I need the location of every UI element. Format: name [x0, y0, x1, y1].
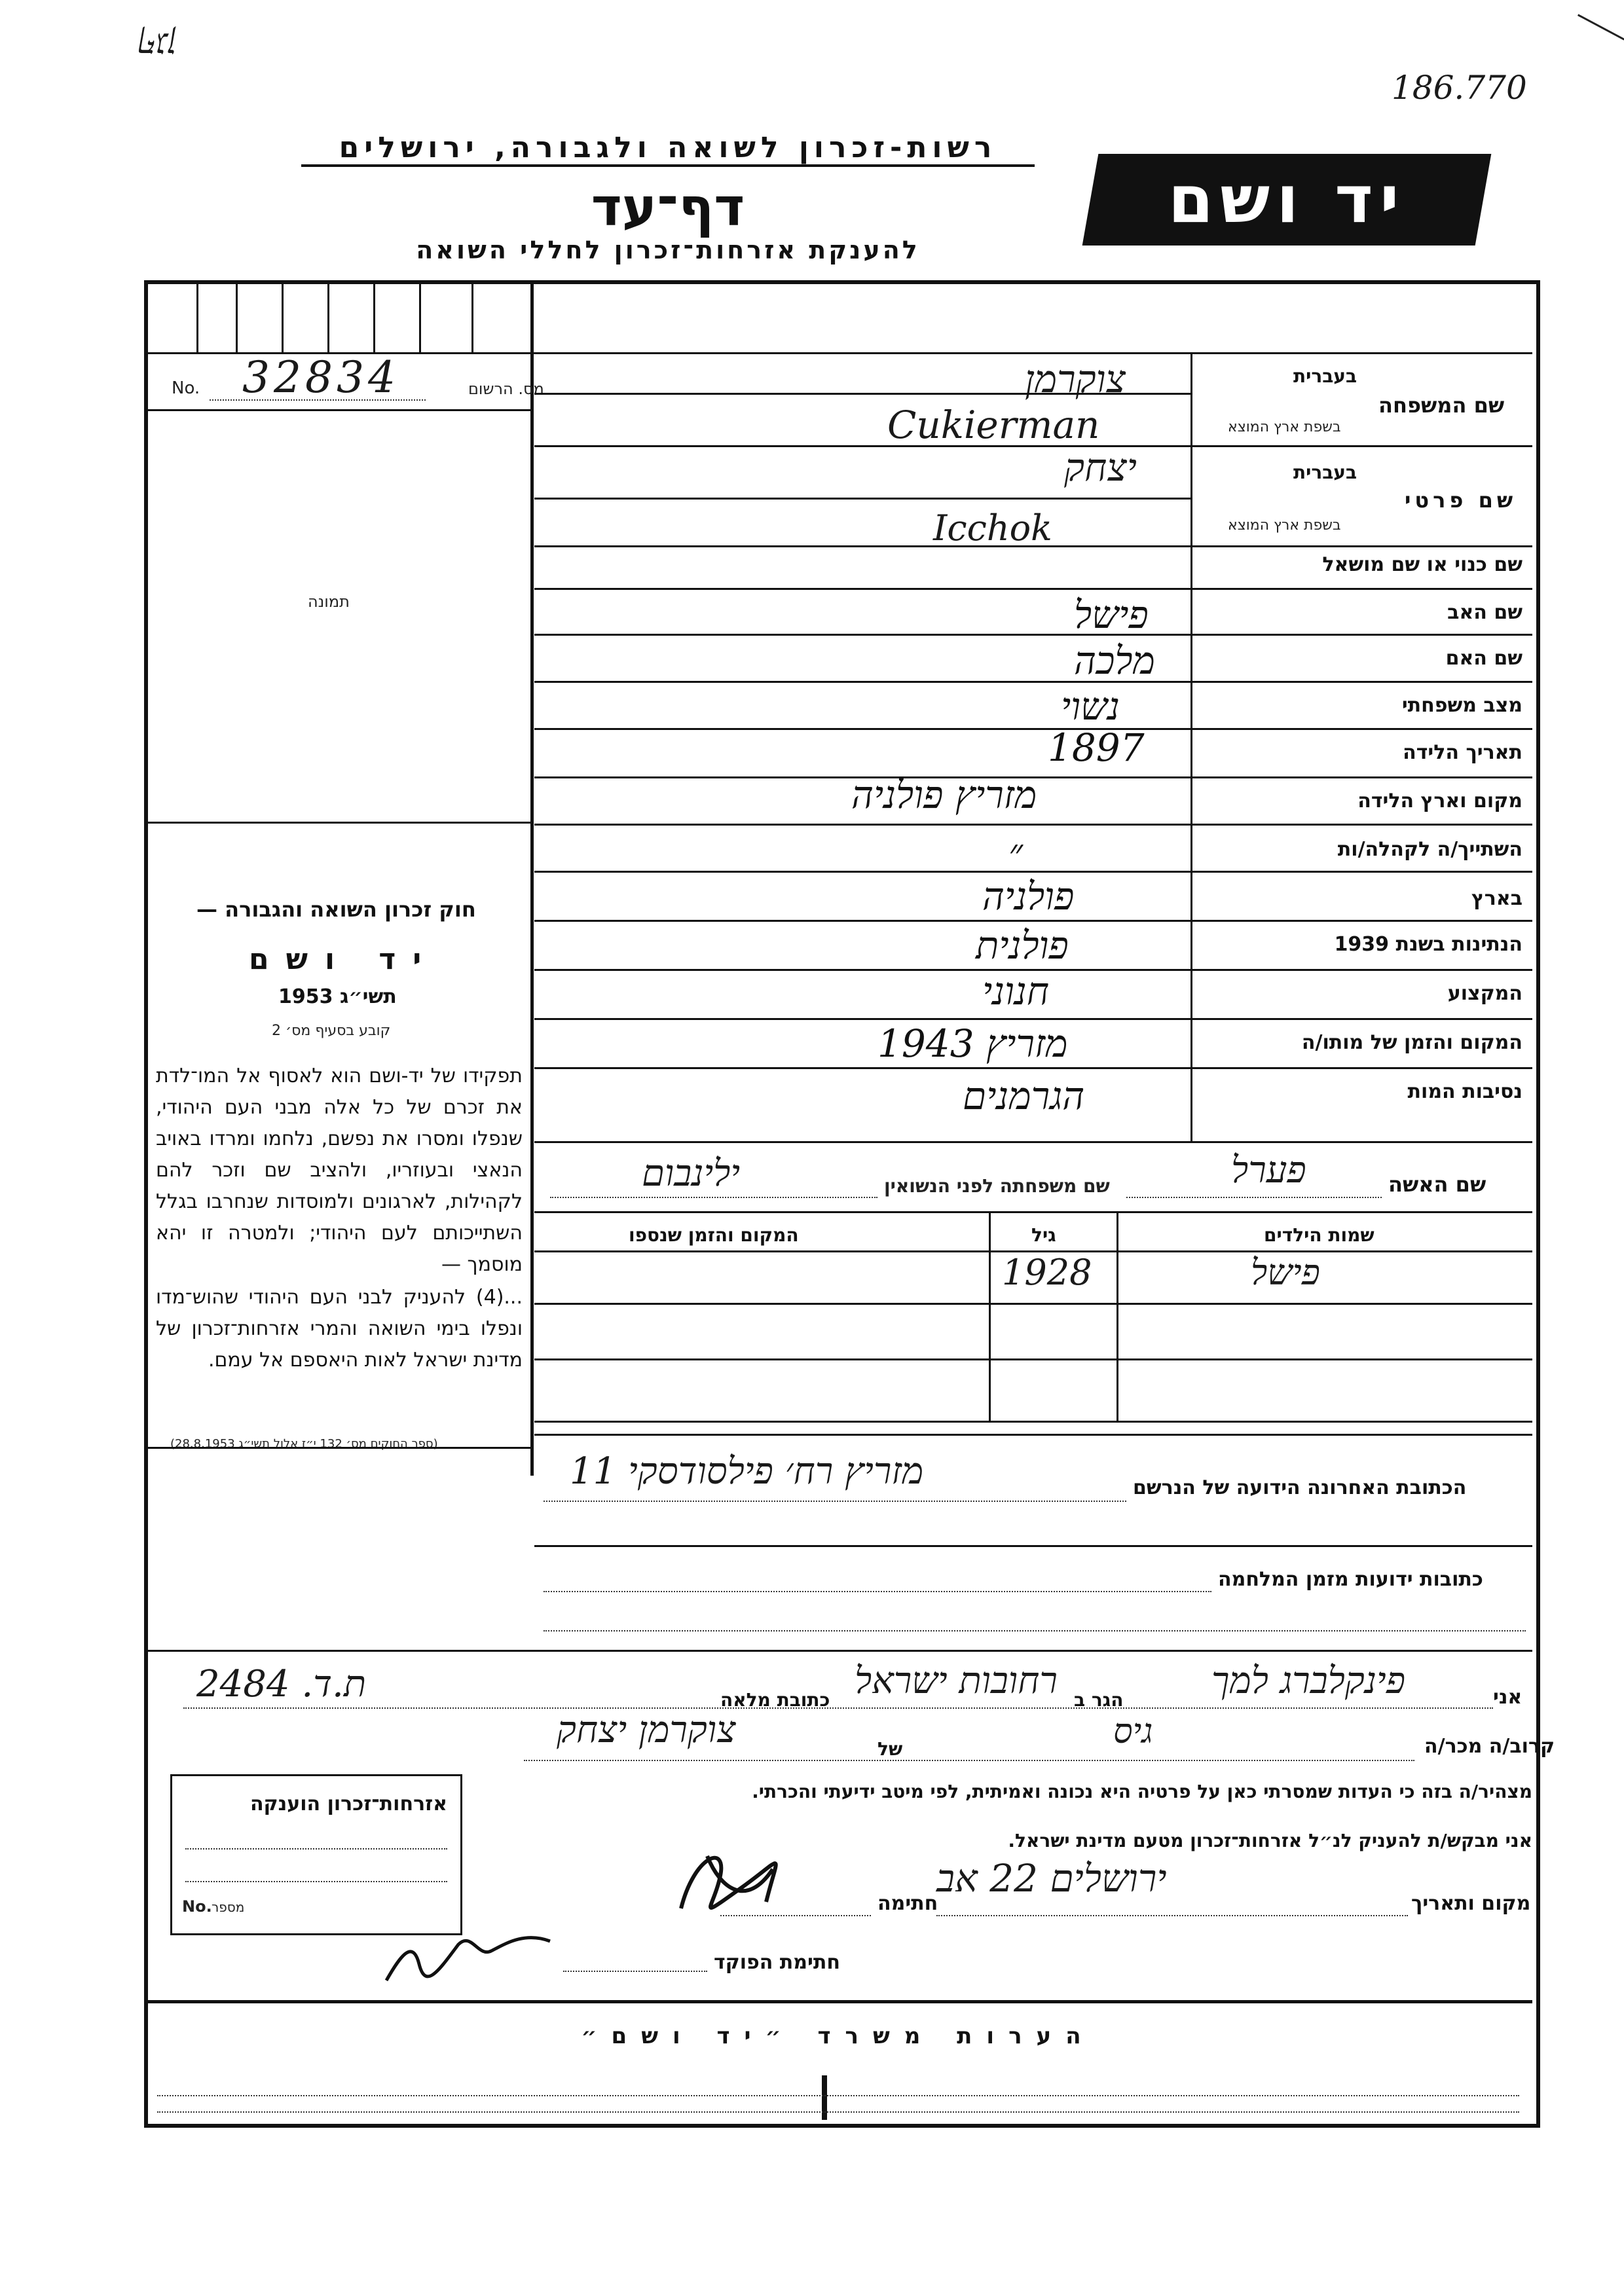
- line: [534, 1067, 1532, 1069]
- law-year: תשי״ג 1953: [278, 985, 397, 1008]
- corner-stroke: [1578, 14, 1624, 40]
- line: [534, 920, 1532, 922]
- declarant-i-label: אני: [1493, 1686, 1522, 1709]
- child-1-age[interactable]: 1928: [1002, 1252, 1092, 1293]
- declarant-fulladdr-label: כתובת מלאה: [720, 1689, 830, 1711]
- stub-divider: [236, 284, 238, 352]
- declarant-signature: [668, 1830, 792, 1928]
- line: [534, 1545, 1532, 1547]
- profession-value[interactable]: חנוני: [982, 969, 1050, 1013]
- wife-maiden-value[interactable]: ילינבום: [642, 1152, 741, 1195]
- field-label-divider: [1190, 352, 1192, 1141]
- surname-hebrew-value[interactable]: צוקרמן: [1025, 357, 1126, 401]
- law-text-2: ...(4) להעניק לבני העם היהודי שהוש־מדו ונפלו בימי השואה והמרי אזרחות־זכרון של מדינת ישראל לאות היאספם אל עמם.: [156, 1286, 523, 1372]
- declarant-relation-value[interactable]: גיס: [1113, 1712, 1153, 1751]
- mother-label: שם האם: [1445, 647, 1522, 670]
- law-title: חוק זכרון השואה והגבורה —: [196, 897, 476, 922]
- firstname-native-sublabel: בשפת ארץ המוצא: [1228, 517, 1341, 534]
- community-label: השתייך/ה לקהלה/ות: [1337, 838, 1522, 861]
- birthplace-value[interactable]: מזריץ פולניה: [851, 773, 1037, 817]
- line: [534, 871, 1532, 873]
- dots: [544, 1630, 1526, 1631]
- children-names-header: שמות הילדים: [1264, 1224, 1375, 1246]
- authority-title: רשות-זכרון לשואה ולגבורה, ירושלים: [301, 131, 1035, 167]
- registration-line: [148, 409, 530, 411]
- marital-value[interactable]: נשוי: [1061, 684, 1120, 729]
- line: [534, 1211, 1532, 1213]
- line: [534, 1421, 1532, 1423]
- line: [534, 728, 1532, 730]
- dots: [544, 1501, 1126, 1502]
- children-col-divider: [1116, 1211, 1118, 1421]
- stub-divider: [196, 284, 198, 352]
- dots: [185, 1848, 447, 1850]
- death-place-value[interactable]: מזריץ 1943: [877, 1021, 1068, 1066]
- marital-label: מצב משפחתי: [1401, 694, 1522, 717]
- registration-label: מס. הרשום: [468, 380, 544, 398]
- dots: [563, 1971, 707, 1972]
- declarant-fulladdr-value[interactable]: ת.ד. 2484: [196, 1663, 366, 1705]
- declarant-relation-label: קרוב/ה מכר/ה: [1424, 1735, 1555, 1758]
- firstname-hebrew-sublabel: בעברית: [1293, 462, 1357, 483]
- citizenship-box: [170, 1774, 462, 1935]
- officer-signature: [380, 1918, 557, 1990]
- declarant-resides-value[interactable]: רחובות ישראל: [855, 1660, 1058, 1702]
- registration-no-label: No.: [172, 378, 200, 398]
- death-cause-value[interactable]: הגרמנים: [963, 1074, 1085, 1118]
- last-address-value[interactable]: מזריץ רח׳ פילסודסקי 11: [570, 1450, 924, 1493]
- logo-text: יד ושם: [1168, 161, 1406, 238]
- line: [534, 634, 1532, 636]
- office-notes-title: הערות משרד ״יד ושם״: [581, 2023, 1096, 2049]
- mother-value[interactable]: מלכה: [1074, 638, 1155, 683]
- citizenship-no-label: No.: [182, 1897, 212, 1916]
- form-title: דף־עד: [591, 177, 745, 238]
- children-age-header: גיל: [1031, 1224, 1056, 1246]
- dots: [524, 1760, 1414, 1761]
- surname-hebrew-sublabel: בעברית: [1293, 365, 1357, 387]
- declarant-i-value[interactable]: פינקלברג למך: [1211, 1660, 1406, 1702]
- declarant-resides-label: הגר ב: [1074, 1689, 1124, 1711]
- line: [534, 1358, 1532, 1360]
- corner-mark-right: 186.770: [1392, 69, 1527, 107]
- dots: [936, 1915, 1408, 1916]
- wife-value[interactable]: פערל: [1231, 1149, 1306, 1192]
- nickname-label: שם כנוי או שם מושאל: [1322, 553, 1522, 576]
- citizenship-value[interactable]: פולנית: [976, 923, 1069, 968]
- line: [534, 681, 1532, 683]
- left-column-divider: [530, 284, 534, 1476]
- place-date-label: מקום ותאריך: [1411, 1892, 1531, 1915]
- profession-label: המקצוע: [1447, 982, 1522, 1005]
- dots: [157, 2095, 1519, 2096]
- stub-divider: [419, 284, 421, 352]
- stub-divider: [327, 284, 329, 352]
- line: [534, 1303, 1532, 1305]
- declaration-text: מצהיר/ה בזה כי העדות שמסרתי כאן על פרטיה היא נכונה ואמיתית, לפי מיטב ידיעתי והכרתי.: [752, 1781, 1532, 1802]
- dots: [183, 1707, 1493, 1709]
- death-cause-label: נסיבות המות: [1407, 1080, 1522, 1103]
- birthdate-label: תאריך הלידה: [1403, 741, 1522, 764]
- citizenship-label: הנתינות בשנת 1939: [1334, 933, 1522, 956]
- citizenship-number-label: מספר: [212, 1899, 245, 1915]
- form-subtitle: להענקת אזרחות־זכרון לחללי השואה: [416, 236, 920, 264]
- law-text-1: תפקידו של יד-ושם הוא לאסוף אל המו־לדת את זכרם של כל אלה מבני העם היהודי, שנפלו ומסרו את נפשם, נלחמו ומרדו באויב הנאצי ובעוזריו, ולהציב שם וזכר להם לקהילות, לארגונים ולמוסדות שנחרבו בגלל השתייכותם לעם היהודי; ולמטרה זו יהא מוסמך —: [156, 1065, 523, 1276]
- declarant-of-value[interactable]: צוקרמן יצחק: [557, 1709, 736, 1751]
- stub-divider: [471, 284, 473, 352]
- request-text: אני מבקש/ת להעניק לנ״ל אזרחות־זכרון מטעם מדינת ישראל.: [1008, 1830, 1532, 1851]
- firstname-hebrew-value[interactable]: יצחק: [1064, 445, 1137, 490]
- birthdate-value[interactable]: 1897: [1048, 725, 1145, 770]
- country-label: בארץ: [1471, 887, 1522, 910]
- war-address-label: כתובות ידועות מזמן המלחמה: [1218, 1568, 1483, 1591]
- birthplace-label: מקום וארץ הלידה: [1357, 790, 1522, 812]
- children-col-divider: [989, 1211, 991, 1421]
- surname-native-value[interactable]: Cukierman: [887, 403, 1100, 447]
- declarant-of-label: של: [877, 1738, 903, 1760]
- officer-signature-label: חתימת הפוקד: [714, 1951, 840, 1974]
- notes-top-line: [148, 2000, 1532, 2003]
- line: [148, 1447, 530, 1449]
- line: [534, 445, 1532, 447]
- stub-divider: [282, 284, 284, 352]
- citizenship-box-title: אזרחות־זכרון הוענקה: [249, 1793, 447, 1815]
- stub-divider: [373, 284, 375, 352]
- signature-label: חתימה: [877, 1892, 938, 1915]
- notes-divider: [822, 2075, 827, 2120]
- line: [534, 393, 1190, 395]
- dots: [157, 2111, 1519, 2113]
- law-clause: קובע בסעיף מס׳ 2: [272, 1023, 391, 1039]
- last-address-label: הכתובת האחרונה הידועה של הנרשם: [1133, 1476, 1467, 1499]
- line: [534, 545, 1532, 547]
- father-value[interactable]: פישל: [1074, 592, 1149, 637]
- line: [534, 824, 1532, 826]
- dots: [185, 1881, 447, 1882]
- law-source: (ספר החוקים מס׳ 132 י״ז אלול תשי״ג 28.8.1953): [170, 1437, 438, 1451]
- law-name: יד ושם: [249, 943, 439, 976]
- dots: [550, 1197, 877, 1198]
- children-place-header: המקום והזמן שנספו: [629, 1224, 799, 1246]
- line: [148, 1650, 1532, 1652]
- death-place-label: המקום והזמן של מותו/ה: [1301, 1031, 1522, 1054]
- country-value[interactable]: פולניה: [982, 874, 1075, 919]
- line: [534, 1018, 1532, 1020]
- yad-vashem-logo: [1082, 154, 1492, 246]
- dots: [544, 1591, 1211, 1592]
- line: [534, 498, 1190, 500]
- line: [534, 1141, 1532, 1143]
- dots: [1126, 1197, 1382, 1198]
- wife-maiden-label: שם משפחתה לפני הנשואין: [884, 1175, 1110, 1197]
- place-date-value[interactable]: ירושלים 22 אב: [936, 1856, 1167, 1901]
- line: [534, 1434, 1532, 1436]
- corner-mark-left: ףגן: [138, 25, 177, 66]
- registration-number[interactable]: 32834: [242, 352, 399, 403]
- surname-native-sublabel: בשפת ארץ המוצא: [1228, 419, 1341, 435]
- surname-label: שם המשפחה: [1378, 393, 1505, 418]
- father-label: שם האב: [1447, 601, 1522, 624]
- photo-bottom-line: [148, 822, 530, 824]
- firstname-label: שם פרטי: [1405, 488, 1517, 513]
- wife-label: שם האשה: [1388, 1172, 1486, 1197]
- line: [534, 588, 1532, 590]
- child-1-name[interactable]: פישל: [1251, 1252, 1320, 1293]
- community-value[interactable]: ״: [1008, 830, 1024, 875]
- photo-label: תמונה: [308, 592, 350, 611]
- firstname-native-value[interactable]: Icchok: [933, 507, 1052, 549]
